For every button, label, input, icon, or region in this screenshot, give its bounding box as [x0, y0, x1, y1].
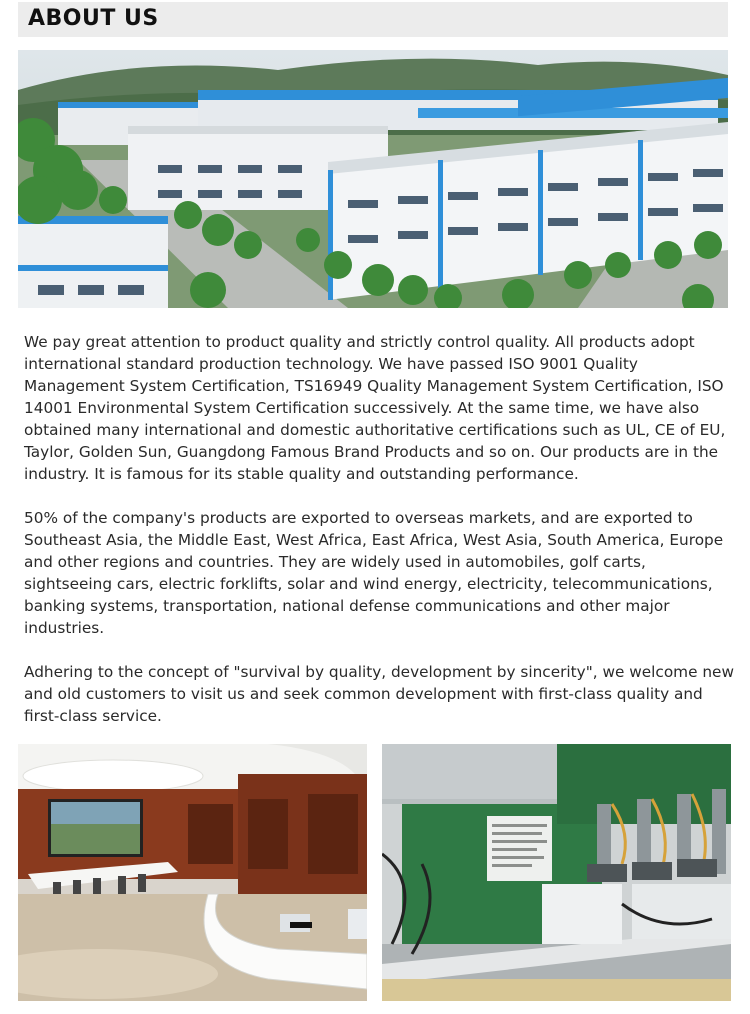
- section-header: [18, 2, 728, 37]
- showroom-photo: [18, 744, 367, 1001]
- factory-aerial-photo: [18, 50, 728, 308]
- about-text: [24, 331, 736, 749]
- section-title: ABOUT US: [28, 6, 159, 31]
- paragraph-export: 50% of the company's products are exported to overseas markets, and are exported to Southeast Asia, the Middle East, West Africa, East Africa, West Asia, South America, Europe and other regions and countries. They are widely used in automobiles, golf carts, sightseeing cars, electric forklifts, solar and wind energy, electricity, telecommunications, banking systems, transportation, national defense communications and other major industries.: [24, 509, 724, 637]
- production-line-photo: [382, 744, 731, 1001]
- paragraph-quality: We pay great attention to product quality and strictly control quality. All products adopt international standard production technology. We have passed ISO 9001 Quality Management System Certification, TS16949 Quality Management System Certification, ISO 14001 Environmental System Certification successively. At the same time, we have also obtained many international and domestic authoritative certifications such as UL, CE of EU, Taylor, Golden Sun, Guangdong Famous Brand Products and so on. Our products are in the industry. It is famous for its stable quality and outstanding performance.: [24, 333, 726, 483]
- paragraph-concept: Adhering to the concept of "survival by quality, development by sincerity", we welcome new and old customers to visit us and seek common development with first-class quality and first-class service.: [24, 663, 734, 725]
